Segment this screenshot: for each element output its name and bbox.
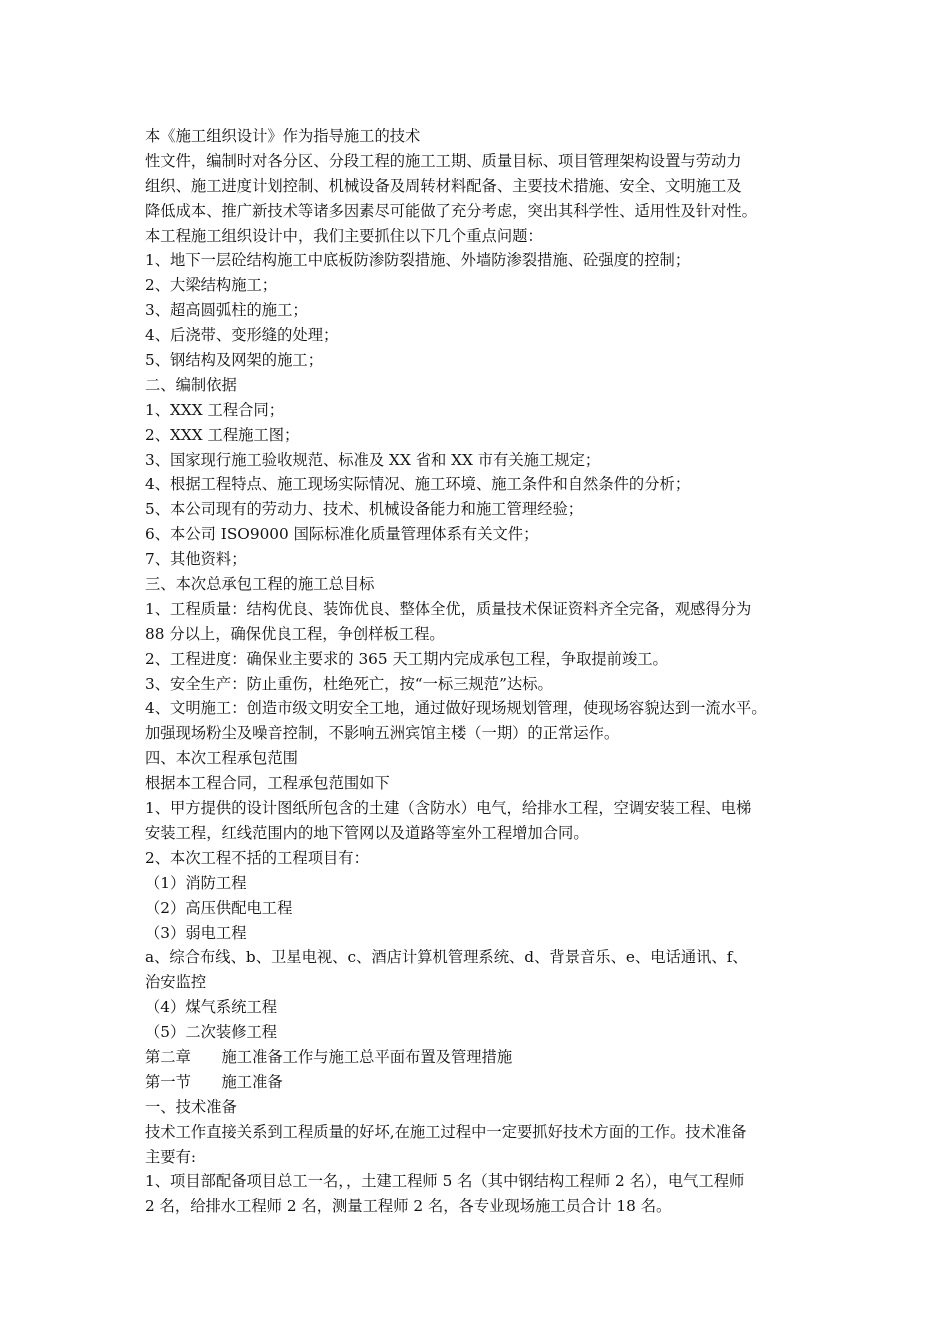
list-item: 3、超高圆弧柱的施工；: [145, 301, 308, 320]
list-item: 5、本公司现有的劳动力、技术、机械设备能力和施工管理经验；: [145, 500, 584, 519]
list-item: 4、后浇带、变形缝的处理；: [145, 326, 339, 345]
list-item: 4、根据工程特点、施工现场实际情况、施工环境、施工条件和自然条件的分析；: [145, 475, 691, 494]
list-item: 6、本公司 ISO9000 国际标准化质量管理体系有关文件；: [145, 525, 539, 544]
section-heading: 二、编制依据: [145, 375, 237, 394]
list-item: 1、地下一层砼结构施工中底板防渗防裂措施、外墙防渗裂措施、砼强度的控制；: [145, 251, 691, 270]
section-heading: 三、本次总承包工程的施工总目标: [145, 575, 375, 594]
sub-list-item: （5）二次装修工程: [145, 1023, 278, 1042]
list-item: 5、钢结构及网架的施工；: [145, 351, 323, 370]
list-item-continuation: 2 名，给排水工程师 2 名，测量工程师 2 名，各专业现场施工员合计 18 名。: [145, 1197, 672, 1216]
paragraph-line: 本工程施工组织设计中，我们主要抓住以下几个重点问题：: [145, 226, 543, 245]
paragraph-line: 组织、施工进度计划控制、机械设备及周转材料配备、主要技术措施、安全、文明施工及: [145, 176, 742, 195]
sub-list-item: （1）消防工程: [145, 873, 247, 892]
sub-list-detail: 治安监控: [145, 973, 207, 992]
list-item-continuation: 加强现场粉尘及噪音控制，不影响五洲宾馆主楼（一期）的正常运作。: [145, 724, 620, 743]
section-heading: 一、技术准备: [145, 1097, 237, 1116]
paragraph-line: 性文件，编制时对各分区、分段工程的施工工期、质量目标、项目管理架构设置与劳动力: [145, 151, 742, 170]
sub-list-item: （4）煤气系统工程: [145, 998, 278, 1017]
section-title: 第一节 施工准备: [145, 1072, 283, 1091]
paragraph-line: 主要有:: [145, 1147, 197, 1166]
sub-list-item: （2）高压供配电工程: [145, 898, 293, 917]
list-item: 1、项目部配备项目总工一名，，土建工程师 5 名（其中钢结构工程师 2 名），电气工程师: [145, 1172, 745, 1191]
paragraph-line: 技术工作直接关系到工程质量的好坏,在施工过程中一定要抓好技术方面的工作。技术准备: [145, 1122, 747, 1141]
list-item: 4、文明施工：创造市级文明安全工地，通过做好现场规划管理，使现场容貌达到一流水平。: [145, 699, 767, 718]
list-item: 1、甲方提供的设计图纸所包含的土建（含防水）电气，给排水工程，空调安装工程、电梯: [145, 799, 752, 818]
list-item-continuation: 安装工程，红线范围内的地下管网以及道路等室外工程增加合同。: [145, 823, 589, 842]
list-item: 1、XXX 工程合同；: [145, 400, 285, 419]
list-item: 2、工程进度：确保业主要求的 365 天工期内完成承包工程，争取提前竣工。: [145, 649, 668, 668]
document-body: [145, 124, 825, 1219]
list-item: 3、安全生产：防止重伤，杜绝死亡，按“一标三规范”达标。: [145, 674, 553, 693]
paragraph-line: 本《施工组织设计》作为指导施工的技术: [145, 127, 421, 145]
sub-list-detail: a、综合布线、b、卫星电视、c、酒店计算机管理系统、d、背景音乐、e、电话通讯、f、: [145, 948, 748, 967]
list-item: 1、工程质量：结构优良、装饰优良、整体全优，质量技术保证资料齐全完备，观感得分为: [145, 599, 752, 618]
list-item: 2、XXX 工程施工图；: [145, 425, 300, 444]
list-item: 3、国家现行施工验收规范、标准及 XX 省和 XX 市有关施工规定；: [145, 450, 601, 469]
chapter-heading: 第二章 施工准备工作与施工总平面布置及管理措施: [145, 1047, 513, 1066]
list-item: 7、其他资料；: [145, 550, 247, 569]
list-item: 2、大梁结构施工；: [145, 276, 278, 295]
sub-list-item: （3）弱电工程: [145, 923, 247, 942]
paragraph-line: 降低成本、推广新技术等诸多因素尽可能做了充分考虑，突出其科学性、适用性及针对性。: [145, 201, 757, 220]
list-item: 2、本次工程不括的工程项目有：: [145, 848, 369, 867]
section-heading: 四、本次工程承包范围: [145, 749, 298, 768]
paragraph-line: 根据本工程合同，工程承包范围如下: [145, 774, 390, 793]
list-item-continuation: 88 分以上，确保优良工程，争创样板工程。: [145, 624, 445, 643]
